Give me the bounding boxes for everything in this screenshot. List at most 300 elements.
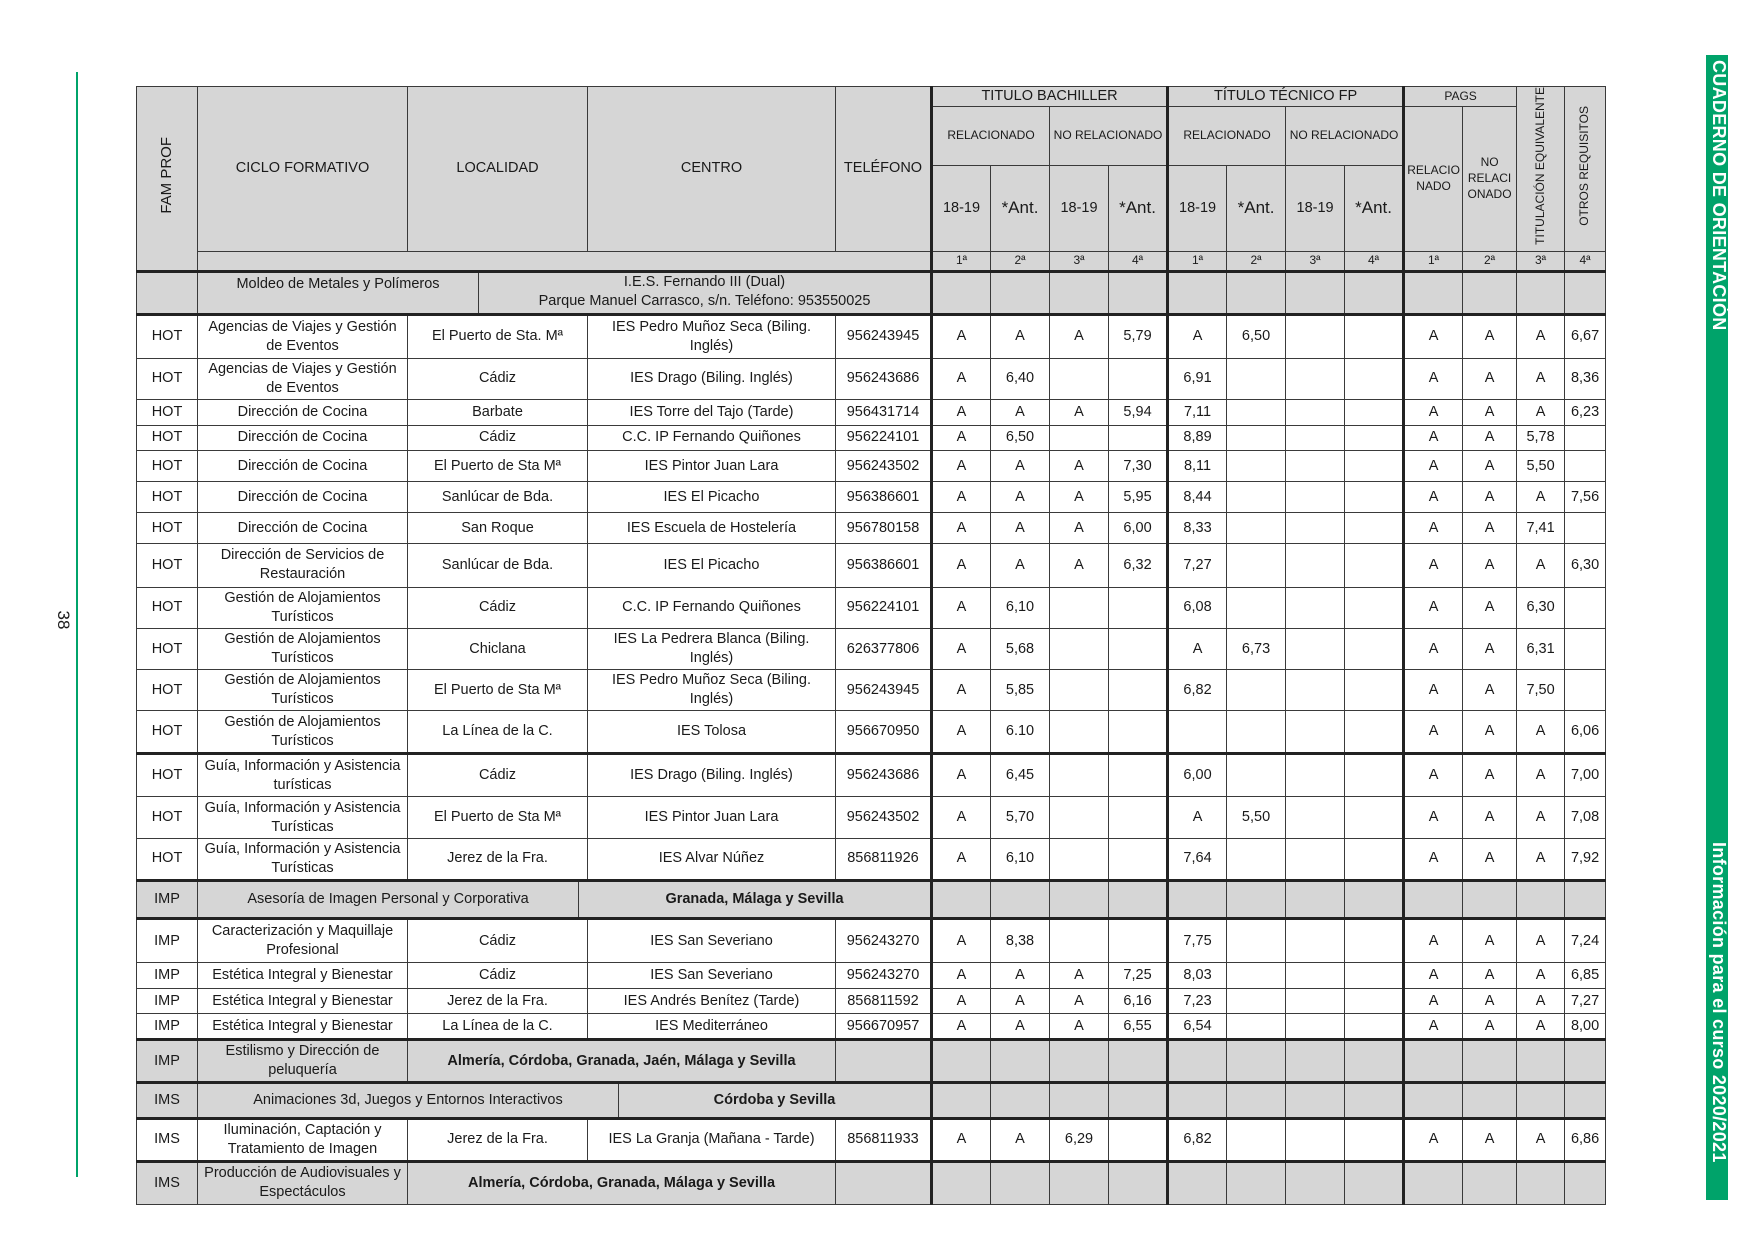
score-cell: [1050, 797, 1109, 838]
side-subtitle: Información para el curso 2020/2021: [1709, 842, 1729, 1163]
score-cell: A: [1050, 400, 1109, 426]
table-row: [137, 271, 1606, 314]
header-ord: 4ª: [1345, 251, 1404, 271]
fam-cell: IMS: [137, 1083, 198, 1118]
localidad-cell: El Puerto de Sta Mª: [408, 670, 588, 711]
fam-cell: IMS: [137, 1161, 198, 1204]
score-cell: 5,50: [1517, 451, 1565, 482]
score-cell: [1109, 711, 1168, 753]
header-localidad: LOCALIDAD: [408, 87, 588, 252]
header-pags-relacionado: RELACIO NADO: [1404, 107, 1463, 252]
ciclo-cell: Iluminación, Captación y Tratamiento de Imagen: [198, 1118, 408, 1161]
telefono-cell: 956243686: [836, 358, 932, 399]
ciclo-cell: Agencias de Viajes y Gestión de Eventos: [198, 315, 408, 359]
score-cell: [1345, 670, 1404, 711]
telefono-cell: 956224101: [836, 587, 932, 628]
score-cell: A: [1517, 797, 1565, 838]
header-ant: *Ant.: [991, 165, 1050, 251]
header-titulo-bachiller: TITULO BACHILLER: [932, 87, 1168, 107]
fam-cell: IMP: [137, 988, 198, 1014]
score-cell: [1286, 358, 1345, 399]
score-cell: 5,94: [1109, 400, 1168, 426]
score-cell: [1286, 628, 1345, 669]
localidad-cell: San Roque: [408, 513, 588, 544]
score-cell: [1565, 425, 1606, 451]
fam-cell: HOT: [137, 358, 198, 399]
table-row: [137, 543, 1606, 587]
score-cell: A: [932, 482, 991, 513]
telefono-cell: 956670950: [836, 711, 932, 753]
score-cell: [1565, 513, 1606, 544]
score-cell: 6,86: [1565, 1118, 1606, 1161]
score-cell: [1345, 482, 1404, 513]
score-cell: [1565, 628, 1606, 669]
telefono-cell: 956243502: [836, 451, 932, 482]
empty-cell: [1227, 1039, 1286, 1082]
score-cell: A: [991, 400, 1050, 426]
score-cell: [1286, 1118, 1345, 1161]
header-ord: 1ª: [1168, 251, 1227, 271]
score-cell: A: [932, 587, 991, 628]
telefono-cell: 856811592: [836, 988, 932, 1014]
score-cell: 5,50: [1227, 797, 1286, 838]
ciclo-cell: Gestión de Alojamientos Turísticos: [198, 670, 408, 711]
localidad-cell: Chiclana: [408, 628, 588, 669]
telefono-cell: [836, 1161, 932, 1204]
telefono-cell: 956224101: [836, 425, 932, 451]
ciclo-cell: Animaciones 3d, Juegos y Entornos Interactivos: [198, 1084, 619, 1116]
score-cell: 6,50: [1227, 315, 1286, 359]
score-cell: 6,67: [1565, 315, 1606, 359]
score-cell: A: [1463, 670, 1517, 711]
centro-cell: Almería, Córdoba, Granada, Málaga y Sevilla: [408, 1161, 836, 1204]
header-pags: PAGS: [1404, 87, 1517, 107]
score-cell: A: [932, 797, 991, 838]
centro-cell: IES El Picacho: [588, 482, 836, 513]
score-cell: A: [1463, 753, 1517, 797]
fam-cell: HOT: [137, 670, 198, 711]
table-row: [137, 1161, 1606, 1204]
empty-cell: [1227, 881, 1286, 919]
header-year: 18-19: [1050, 165, 1109, 251]
score-cell: 6,23: [1565, 400, 1606, 426]
ciclo-cell: Guía, Información y Asistencia Turísticas: [198, 838, 408, 880]
score-cell: [1050, 425, 1109, 451]
score-cell: 8,36: [1565, 358, 1606, 399]
empty-cell: [1463, 1039, 1517, 1082]
empty-cell: [1345, 1039, 1404, 1082]
score-cell: [1345, 513, 1404, 544]
localidad-cell: Cádiz: [408, 753, 588, 797]
score-cell: 6.10: [991, 711, 1050, 753]
header-ord: 2ª: [1463, 251, 1517, 271]
table-row: [137, 838, 1606, 880]
score-cell: [1227, 513, 1286, 544]
score-cell: [1050, 838, 1109, 880]
score-cell: [1050, 587, 1109, 628]
header-tec-no-relacionado: NO RELACIONADO: [1286, 107, 1404, 166]
ciclo-cell: Gestión de Alojamientos Turísticos: [198, 711, 408, 753]
table-row: [137, 1083, 1606, 1118]
centro-cell: IES Alvar Núñez: [588, 838, 836, 880]
score-cell: A: [1050, 1014, 1109, 1040]
telefono-cell: 956431714: [836, 400, 932, 426]
fam-cell: [137, 271, 198, 314]
score-cell: [1345, 400, 1404, 426]
empty-cell: [1345, 881, 1404, 919]
score-cell: A: [1404, 358, 1463, 399]
empty-cell: [1463, 1161, 1517, 1204]
table-row: [137, 1118, 1606, 1161]
score-cell: 6,31: [1517, 628, 1565, 669]
score-cell: A: [1463, 513, 1517, 544]
score-cell: [1286, 543, 1345, 587]
score-cell: [1050, 670, 1109, 711]
empty-cell: [1404, 1039, 1463, 1082]
score-cell: A: [991, 543, 1050, 587]
empty-cell: [1565, 881, 1606, 919]
score-cell: [1345, 753, 1404, 797]
table-row: [137, 988, 1606, 1014]
empty-cell: [1050, 881, 1109, 919]
score-cell: 7,50: [1517, 670, 1565, 711]
score-cell: 6,10: [991, 587, 1050, 628]
score-cell: A: [1463, 543, 1517, 587]
header-ord: 3ª: [1286, 251, 1345, 271]
ciclo-cell: Dirección de Cocina: [198, 400, 408, 426]
centro-cell: IES Andrés Benítez (Tarde): [588, 988, 836, 1014]
score-cell: 6,55: [1109, 1014, 1168, 1040]
empty-cell: [932, 1039, 991, 1082]
score-cell: A: [1404, 482, 1463, 513]
score-cell: A: [1050, 482, 1109, 513]
centro-cell: IES San Severiano: [588, 963, 836, 989]
score-cell: A: [1463, 425, 1517, 451]
score-cell: A: [1463, 400, 1517, 426]
centro-cell: IES El Picacho: [588, 543, 836, 587]
localidad-cell: La Línea de la C.: [408, 1014, 588, 1040]
score-cell: A: [1404, 797, 1463, 838]
score-cell: [1286, 919, 1345, 963]
empty-cell: [1109, 1161, 1168, 1204]
score-cell: [1286, 400, 1345, 426]
localidad-cell: Cádiz: [408, 358, 588, 399]
score-cell: 7,24: [1565, 919, 1606, 963]
score-cell: 5,68: [991, 628, 1050, 669]
score-cell: [1227, 543, 1286, 587]
score-cell: [1286, 482, 1345, 513]
score-cell: A: [1517, 315, 1565, 359]
localidad-cell: Jerez de la Fra.: [408, 838, 588, 880]
empty-cell: [932, 881, 991, 919]
score-cell: [1286, 451, 1345, 482]
localidad-cell: La Línea de la C.: [408, 711, 588, 753]
score-cell: [1109, 358, 1168, 399]
ciclo-cell: Asesoría de Imagen Personal y Corporativa: [198, 882, 579, 917]
score-cell: A: [991, 988, 1050, 1014]
table-row: [137, 711, 1606, 753]
fam-cell: HOT: [137, 482, 198, 513]
empty-cell: [991, 1161, 1050, 1204]
score-cell: A: [932, 400, 991, 426]
header-pags-no-relacionado: NO RELACI ONADO: [1463, 107, 1517, 252]
score-cell: [1109, 425, 1168, 451]
score-cell: A: [1517, 753, 1565, 797]
score-cell: A: [1463, 587, 1517, 628]
score-cell: 8,00: [1565, 1014, 1606, 1040]
score-cell: [1227, 1118, 1286, 1161]
ciclo-cell: Dirección de Cocina: [198, 425, 408, 451]
score-cell: A: [1404, 1014, 1463, 1040]
score-cell: 8,89: [1168, 425, 1227, 451]
score-cell: [1286, 1014, 1345, 1040]
score-cell: [1227, 587, 1286, 628]
score-cell: A: [932, 988, 991, 1014]
score-cell: [1109, 838, 1168, 880]
fam-cell: HOT: [137, 753, 198, 797]
score-cell: A: [1168, 628, 1227, 669]
empty-cell: [1517, 1161, 1565, 1204]
score-cell: 8,03: [1168, 963, 1227, 989]
score-cell: 6,45: [991, 753, 1050, 797]
telefono-cell: 956243945: [836, 670, 932, 711]
telefono-cell: 856811933: [836, 1118, 932, 1161]
localidad-cell: Cádiz: [408, 919, 588, 963]
score-cell: [1227, 711, 1286, 753]
score-cell: [1168, 711, 1227, 753]
score-cell: [1286, 425, 1345, 451]
centro-cell: Granada, Málaga y Sevilla: [665, 891, 844, 908]
header-bach-relacionado: RELACIONADO: [932, 107, 1050, 166]
score-cell: [1565, 587, 1606, 628]
score-cell: [1345, 543, 1404, 587]
telefono-cell: 956670957: [836, 1014, 932, 1040]
score-cell: A: [1463, 315, 1517, 359]
centro-cell: IES Pedro Muñoz Seca (Biling. Inglés): [588, 315, 836, 359]
score-cell: [1227, 451, 1286, 482]
score-cell: A: [1463, 988, 1517, 1014]
header-ord: 4ª: [1109, 251, 1168, 271]
table-row: [137, 358, 1606, 399]
fam-cell: HOT: [137, 838, 198, 880]
centro-cell: [479, 273, 930, 313]
header-ord: 4ª: [1565, 251, 1606, 271]
score-cell: [1050, 628, 1109, 669]
score-cell: A: [1404, 451, 1463, 482]
score-cell: A: [1168, 315, 1227, 359]
empty-cell: [1050, 1083, 1109, 1118]
score-cell: A: [991, 1118, 1050, 1161]
fam-cell: IMP: [137, 963, 198, 989]
score-cell: 7,41: [1517, 513, 1565, 544]
score-cell: [1227, 753, 1286, 797]
table-body: [137, 271, 1606, 1204]
score-cell: [1345, 838, 1404, 880]
empty-cell: [991, 881, 1050, 919]
score-cell: 5,79: [1109, 315, 1168, 359]
score-cell: 5,78: [1517, 425, 1565, 451]
score-cell: 6,30: [1517, 587, 1565, 628]
score-cell: [1109, 753, 1168, 797]
empty-cell: [1168, 1083, 1227, 1118]
score-cell: A: [932, 628, 991, 669]
empty-cell: [1463, 881, 1517, 919]
header-ord: 3ª: [1517, 251, 1565, 271]
fam-cell: HOT: [137, 400, 198, 426]
score-cell: [1345, 1118, 1404, 1161]
table-row: [137, 963, 1606, 989]
score-cell: [1286, 670, 1345, 711]
score-cell: [1345, 358, 1404, 399]
score-cell: 6,85: [1565, 963, 1606, 989]
score-cell: [1109, 628, 1168, 669]
score-cell: 7,30: [1109, 451, 1168, 482]
ciclo-cell: Dirección de Cocina: [198, 482, 408, 513]
score-cell: A: [1404, 838, 1463, 880]
telefono-cell: 956243270: [836, 963, 932, 989]
fam-cell: HOT: [137, 797, 198, 838]
score-cell: A: [1517, 988, 1565, 1014]
localidad-cell: Cádiz: [408, 587, 588, 628]
telefono-cell: 856811926: [836, 838, 932, 880]
telefono-cell: 956780158: [836, 513, 932, 544]
table-row: [137, 482, 1606, 513]
fam-cell: HOT: [137, 628, 198, 669]
table-row: [137, 670, 1606, 711]
empty-cell: [1565, 1161, 1606, 1204]
ciclo-cell: Agencias de Viajes y Gestión de Eventos: [198, 358, 408, 399]
score-cell: 6,50: [991, 425, 1050, 451]
centro-cell: IES Drago (Biling. Inglés): [588, 753, 836, 797]
empty-cell: [1286, 1161, 1345, 1204]
score-cell: A: [932, 1014, 991, 1040]
header-titulacion-equivalente: TITULACIÓN EQUIVALENTE: [1517, 87, 1565, 252]
score-cell: 7,75: [1168, 919, 1227, 963]
score-cell: [1345, 919, 1404, 963]
telefono-cell: 956243945: [836, 315, 932, 359]
table-row: [137, 451, 1606, 482]
score-cell: 6,40: [991, 358, 1050, 399]
span-cell: [198, 881, 932, 919]
score-cell: [1345, 711, 1404, 753]
score-cell: 5,85: [991, 670, 1050, 711]
empty-cell: [932, 1083, 991, 1118]
score-cell: A: [1463, 797, 1517, 838]
score-cell: [1227, 482, 1286, 513]
score-cell: A: [1404, 400, 1463, 426]
empty-cell: [1286, 1083, 1345, 1118]
telefono-cell: 956386601: [836, 543, 932, 587]
score-cell: A: [932, 425, 991, 451]
ciclo-cell: Dirección de Cocina: [198, 513, 408, 544]
fam-cell: IMP: [137, 919, 198, 963]
empty-cell: [1286, 881, 1345, 919]
score-cell: A: [932, 451, 991, 482]
score-cell: A: [991, 1014, 1050, 1040]
score-cell: A: [1463, 1014, 1517, 1040]
header-ord: 2ª: [991, 251, 1050, 271]
score-cell: A: [932, 315, 991, 359]
score-cell: 6,73: [1227, 628, 1286, 669]
table-row: [137, 881, 1606, 919]
localidad-cell: Cádiz: [408, 963, 588, 989]
score-cell: 7,92: [1565, 838, 1606, 880]
empty-cell: [991, 1083, 1050, 1118]
score-cell: [1050, 711, 1109, 753]
header-fam-prof: FAM PROF: [137, 87, 198, 272]
score-cell: [1345, 628, 1404, 669]
ciclo-cell: Moldeo de Metales y Polímeros: [198, 273, 479, 313]
score-cell: A: [1404, 425, 1463, 451]
score-cell: A: [1517, 711, 1565, 753]
score-cell: 6,06: [1565, 711, 1606, 753]
telefono-cell: 956243502: [836, 797, 932, 838]
score-cell: A: [1050, 963, 1109, 989]
header-ciclo: CICLO FORMATIVO: [198, 87, 408, 252]
centro-cell: IES Mediterráneo: [588, 1014, 836, 1040]
score-cell: [1227, 425, 1286, 451]
ciclo-cell: Gestión de Alojamientos Turísticos: [198, 587, 408, 628]
centro-cell: C.C. IP Fernando Quiñones: [588, 587, 836, 628]
score-cell: [1345, 988, 1404, 1014]
fam-cell: IMP: [137, 1039, 198, 1082]
table-row: [137, 1039, 1606, 1082]
ciclo-cell: Estética Integral y Bienestar: [198, 1014, 408, 1040]
score-cell: A: [1404, 711, 1463, 753]
score-cell: A: [1463, 963, 1517, 989]
centro-cell: IES Escuela de Hostelería: [588, 513, 836, 544]
score-cell: 8,11: [1168, 451, 1227, 482]
score-cell: 7,25: [1109, 963, 1168, 989]
score-cell: [1345, 963, 1404, 989]
span-cell: [198, 1083, 932, 1118]
centro-cell: IES Torre del Tajo (Tarde): [588, 400, 836, 426]
centro-cell: Almería, Córdoba, Granada, Jaén, Málaga y Sevilla: [408, 1039, 836, 1082]
empty-cell: [1517, 1083, 1565, 1118]
score-cell: A: [1463, 358, 1517, 399]
header-ord: 2ª: [1227, 251, 1286, 271]
empty-cell: [1109, 1083, 1168, 1118]
score-cell: A: [1517, 963, 1565, 989]
header-ord: 1ª: [932, 251, 991, 271]
score-cell: [1109, 670, 1168, 711]
score-cell: A: [932, 711, 991, 753]
ciclo-cell: Producción de Audiovisuales y Espectáculos: [198, 1161, 408, 1204]
score-cell: A: [1517, 543, 1565, 587]
empty-cell: [1109, 1039, 1168, 1082]
score-cell: [1227, 963, 1286, 989]
score-cell: [1227, 838, 1286, 880]
header-centro: CENTRO: [588, 87, 836, 252]
left-margin-rule: [76, 72, 78, 1177]
score-cell: A: [991, 315, 1050, 359]
score-cell: A: [991, 963, 1050, 989]
score-cell: A: [1404, 513, 1463, 544]
empty-cell: [1345, 1083, 1404, 1118]
score-cell: 6,29: [1050, 1118, 1109, 1161]
score-cell: A: [1463, 628, 1517, 669]
score-cell: [1050, 919, 1109, 963]
localidad-cell: Sanlúcar de Bda.: [408, 482, 588, 513]
score-cell: 7,56: [1565, 482, 1606, 513]
score-cell: A: [1404, 919, 1463, 963]
score-cell: [1286, 315, 1345, 359]
score-cell: A: [1404, 988, 1463, 1014]
score-cell: A: [1404, 587, 1463, 628]
telefono-cell: 626377806: [836, 628, 932, 669]
fam-cell: IMS: [137, 1118, 198, 1161]
table-row: [137, 797, 1606, 838]
